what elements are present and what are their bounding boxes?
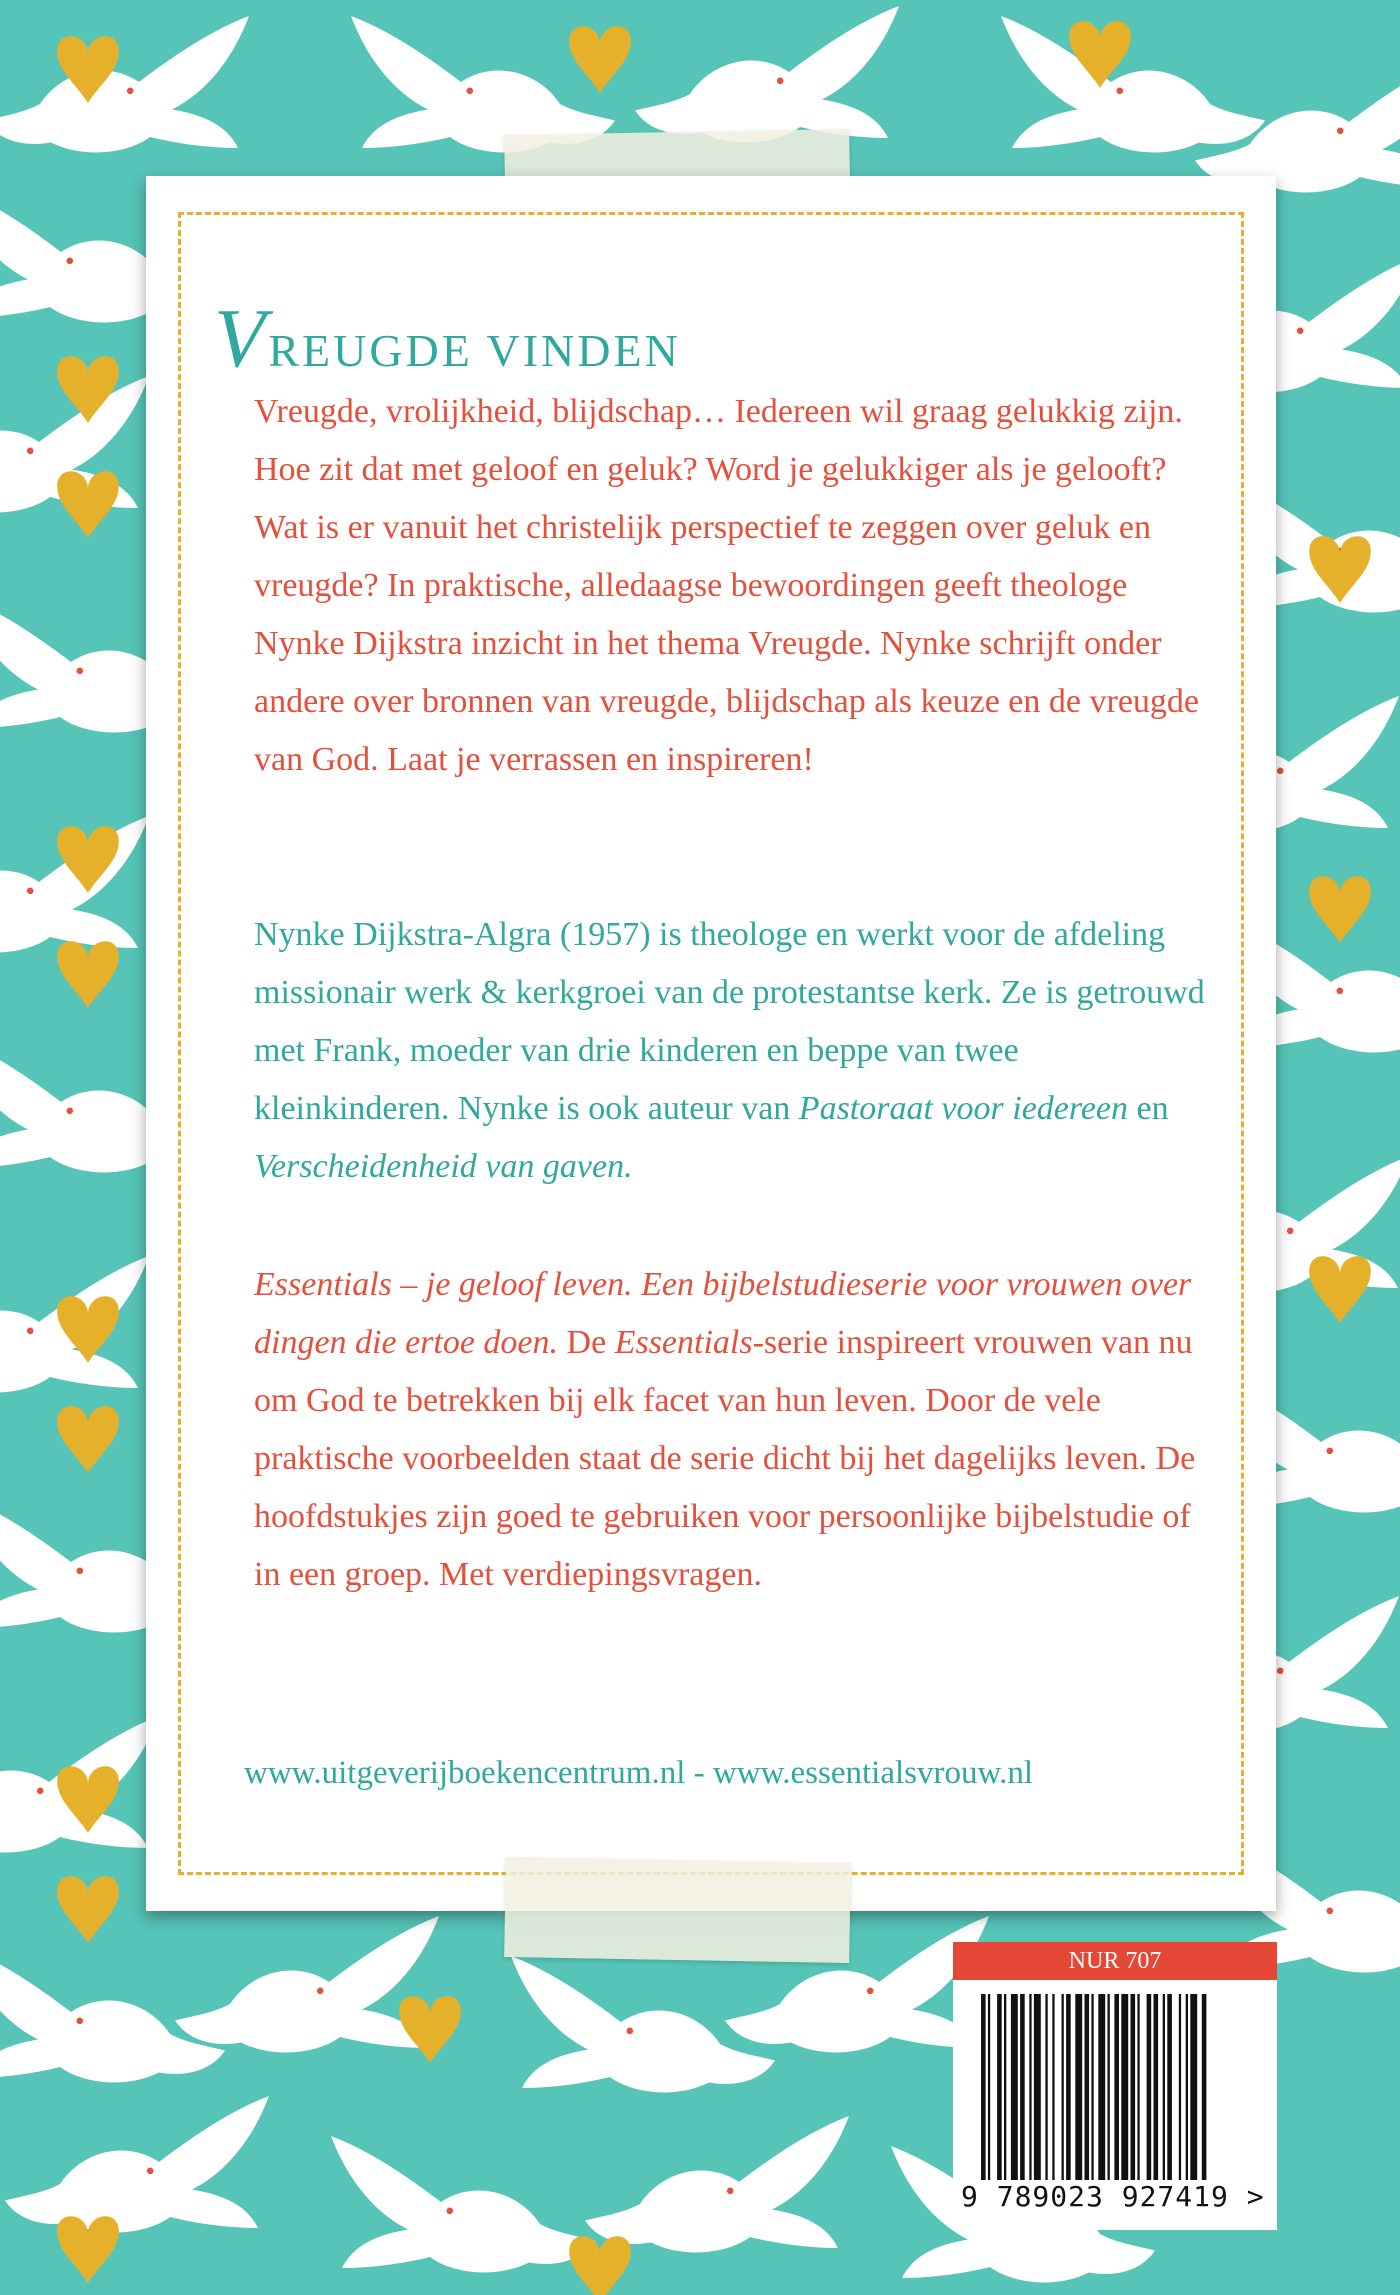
book-title <box>214 290 681 387</box>
heart-icon <box>399 1996 461 2063</box>
barcode-bar <box>1085 1994 1090 2180</box>
barcode-bar <box>997 1994 1002 2180</box>
heart-icon <box>57 1406 119 1473</box>
series-text-b: -serie inspireert vrouwen van nu om God te betrekken bij elk facet van hun leven. Door de vele praktische voorbeelden staat de serie dicht bij het dagelijks leven. De hoofdstukjes zijn goed te gebruiken voor persoonlijke bijbelstudie of in een groep. Met verdiepingsvragen. <box>254 1324 1196 1593</box>
nur-label: NUR 707 <box>953 1942 1277 1980</box>
barcode-bar <box>1137 1994 1139 2180</box>
dove-icon <box>5 2096 269 2232</box>
title-rest: REUGDE VINDEN <box>268 325 681 376</box>
barcode-bar <box>1052 1994 1054 2180</box>
url-publisher[interactable]: www.uitgeverijboekencentrum.nl <box>244 1755 686 1791</box>
series-description <box>254 1256 1214 1604</box>
barcode-bar <box>1154 1994 1159 2180</box>
website-links <box>244 1755 1204 1792</box>
barcode-bar <box>1020 1994 1025 2180</box>
dove-icon <box>0 16 249 152</box>
heart-icon <box>1309 876 1371 943</box>
dove-icon <box>331 2136 595 2272</box>
barcode-bar <box>1034 1994 1041 2180</box>
connector: en <box>1136 1090 1169 1127</box>
barcode-bar <box>1202 1994 1207 2180</box>
barcode-bar <box>1186 1994 1188 2180</box>
heart-icon <box>569 26 631 93</box>
book-title-1: Pastoraat voor iedereen <box>798 1090 1129 1127</box>
barcode-bar <box>1147 1994 1152 2180</box>
barcode-bar <box>1190 1994 1197 2180</box>
series-text-a: De <box>566 1324 607 1361</box>
barcode-bar <box>1114 1994 1119 2180</box>
barcode-bar <box>988 1994 990 2180</box>
dove-icon <box>175 1916 439 2052</box>
barcode-bar <box>1075 1994 1082 2180</box>
isbn-digits: 9 789023 927419 <box>961 2180 1229 2213</box>
barcode <box>953 1980 1277 2230</box>
dove-icon <box>585 2116 849 2252</box>
barcode-bar <box>1108 1994 1110 2180</box>
barcode-bar <box>1167 1994 1172 2180</box>
author-bio-text: Nynke Dijkstra-Algra (1957) is theologe en werkt voor de afdeling missionair werk & kerkgroei van de protestantse kerk. Ze is getrouwd met Frank, moeder van drie kinderen en beppe van twee kleinkinderen. Nynke is ook auteur van <box>254 916 1205 1127</box>
barcode-bar <box>1066 1994 1071 2180</box>
barcode-bar <box>1062 1994 1064 2180</box>
url-essentials[interactable]: www.essentialsvrouw.nl <box>712 1755 1034 1791</box>
isbn-number <box>961 2180 1271 2213</box>
author-bio <box>254 906 1214 1196</box>
series-intro: Essentials – je geloof leven. Een bijbelstudieserie voor vrouwen over dingen die ertoe doen. <box>254 1266 1192 1361</box>
tape-bottom <box>504 1857 851 1963</box>
barcode-bar <box>1045 1994 1047 2180</box>
heart-icon <box>569 2236 631 2295</box>
title-first-letter: V <box>214 292 269 385</box>
blurb-paragraph: Vreugde, vrolijkheid, blijdschap… Iedereen wil graag gelukkig zijn. Hoe zit dat met geloof en geluk? Word je gelukkiger als je gelooft? Wat is er vanuit het christelijk perspectief te zeggen over geluk en vreugde? In praktische, alledaagse bewoordingen geeft theologe Nynke Dijkstra inzicht in het thema Vreugde. Nynke schrijft onder andere over bronnen van vreugde, blijdschap als keuze en de vreugde van God. Laat je verrassen en inspireren! <box>254 393 1199 778</box>
dove-icon <box>1001 16 1265 152</box>
barcode-bar <box>1011 1994 1018 2180</box>
barcode-bar <box>1098 1994 1105 2180</box>
barcode-bar <box>981 1994 986 2180</box>
heart-icon <box>57 941 119 1008</box>
barcode-bars <box>981 1994 1249 2180</box>
barcode-bar <box>1121 1994 1128 2180</box>
dove-icon <box>0 1946 225 2082</box>
barcode-bar <box>1091 1994 1093 2180</box>
dove-icon <box>635 6 899 142</box>
barcode-bar <box>1029 1994 1031 2180</box>
book-title-2: Verscheidenheid van gaven. <box>254 1148 633 1185</box>
barcode-bar <box>1004 1994 1006 2180</box>
heart-icon <box>57 1876 119 1943</box>
quiet-zone-mark: > <box>1246 2180 1265 2213</box>
barcode-bar <box>1163 1994 1165 2180</box>
barcode-bar <box>1179 1994 1181 2180</box>
series-name: Essentials <box>614 1324 753 1361</box>
url-separator: - <box>693 1755 705 1791</box>
barcode-bar <box>1131 1994 1136 2180</box>
